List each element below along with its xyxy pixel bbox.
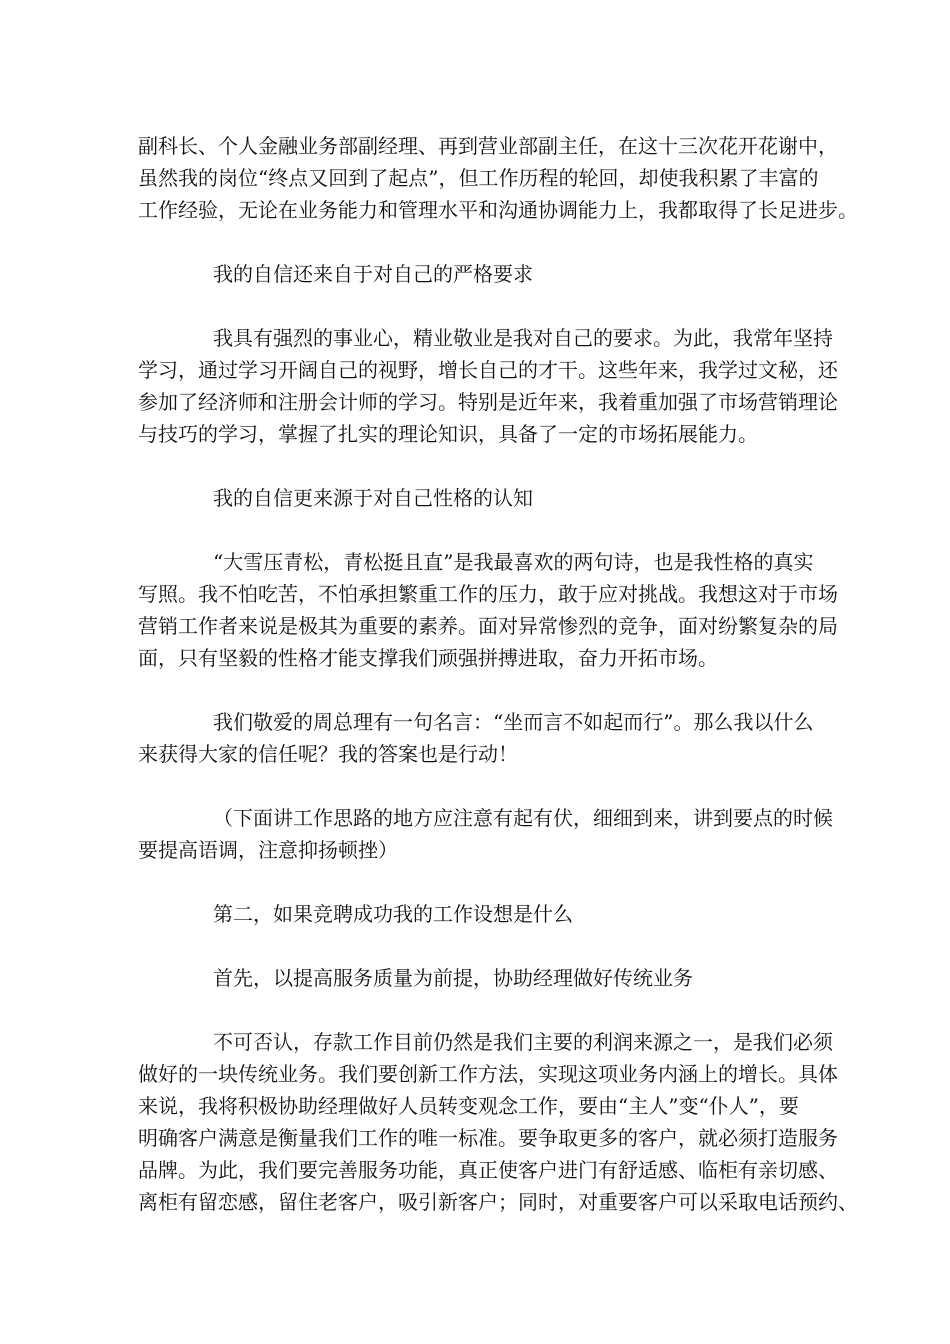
text-line: 写照。我不怕吃苦，不怕承担繁重工作的压力，敢于应对挑战。我想这对于市场 [138,582,838,606]
text-line: 我具有强烈的事业心，精业敬业是我对自己的要求。为此，我常年坚持 [213,326,833,350]
text-line: 我的自信更来源于对自己性格的认知 [213,486,533,510]
text-line: 来获得大家的信任呢？我的答案也是行动！ [138,742,518,766]
text-line: 首先，以提高服务质量为前提，协助经理做好传统业务 [213,966,693,990]
text-line: 营销工作者来说是极其为重要的素养。面对异常惨烈的竞争，面对纷繁复杂的局 [138,614,838,638]
text-line: 要提高语调，注意抑扬顿挫） [138,838,398,862]
paragraph [138,1026,858,1218]
section-heading [138,482,828,514]
text-line: 我的自信还来自于对自己的严格要求 [213,262,533,286]
text-line: 工作经验，无论在业务能力和管理水平和沟通协调能力上，我都取得了长足进步。 [138,198,858,222]
text-line: 面，只有坚毅的性格才能支撑我们顽强拼搏进取，奋力开拓市场。 [138,646,718,670]
section-heading [138,962,828,994]
section-heading [138,898,828,930]
text-line: “大雪压青松，青松挺且直”是我最喜欢的两句诗，也是我性格的真实 [213,550,814,574]
speaker-note [138,802,833,866]
text-line: 品牌。为此，我们要完善服务功能，真正使客户进门有舒适感、临柜有亲切感、 [138,1158,838,1182]
document-page [138,130,858,1250]
text-line: 与技巧的学习，掌握了扎实的理论知识，具备了一定的市场拓展能力。 [138,422,758,446]
text-line: 学习，通过学习开阔自己的视野，增长自己的才干。这些年来，我学过文秘，还 [138,358,838,382]
paragraph [138,706,828,770]
text-line: 第二，如果竞聘成功我的工作设想是什么 [213,902,573,926]
section-heading [138,258,828,290]
text-line: 我们敬爱的周总理有一句名言：“坐而言不如起而行”。那么我以什么 [213,710,814,734]
text-line: 来说，我将积极协助经理做好人员转变观念工作，要由“主人”变“仆人”，要 [138,1094,799,1118]
text-line: （下面讲工作思路的地方应注意有起有伏，细细到来，讲到要点的时候 [213,806,833,830]
text-line: 做好的一块传统业务。我们要创新工作方法，实现这项业务内涵上的增长。具体 [138,1062,838,1086]
text-line: 副科长、个人金融业务部副经理、再到营业部副主任，在这十三次花开花谢中， [138,134,838,158]
paragraph-continuation [138,130,858,226]
paragraph [138,546,838,674]
text-line: 明确客户满意是衡量我们工作的唯一标准。要争取更多的客户，就必须打造服务 [138,1126,838,1150]
paragraph [138,322,838,450]
text-line: 离柜有留恋感，留住老客户，吸引新客户；同时，对重要客户可以采取电话预约、 [138,1190,858,1214]
text-line: 参加了经济师和注册会计师的学习。特别是近年来，我着重加强了市场营销理论 [138,390,838,414]
text-line: 虽然我的岗位“终点又回到了起点”，但工作历程的轮回，却使我积累了丰富的 [138,166,819,190]
text-line: 不可否认，存款工作目前仍然是我们主要的利润来源之一，是我们必须 [213,1030,833,1054]
